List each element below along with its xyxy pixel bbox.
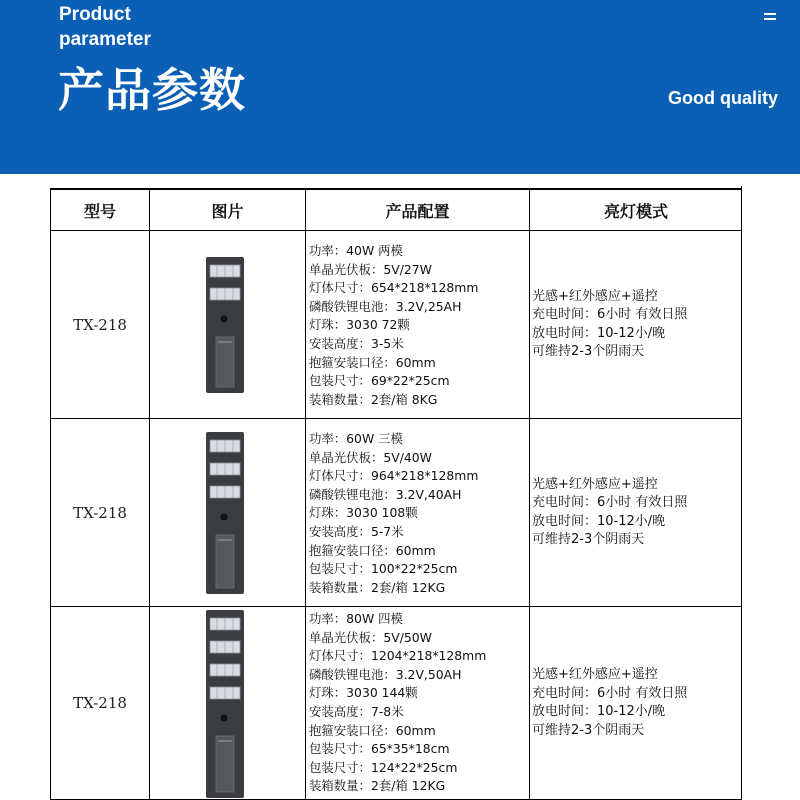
english-title-line2: parameter bbox=[59, 29, 151, 50]
spec-line: 包装尺寸：124*22*25cm bbox=[309, 759, 458, 775]
model-cell: TX-218 bbox=[51, 607, 150, 799]
mode-line: 可维持2-3个阴雨天 bbox=[532, 344, 645, 359]
spec-line: 磷酸铁锂电池：3.2V,40AH bbox=[309, 486, 462, 502]
english-title-line1: Product bbox=[59, 4, 131, 25]
menu-icon[interactable] bbox=[764, 13, 776, 22]
spec-line: 功率：60W 三模 bbox=[309, 431, 403, 446]
mode-line: 充电时间：6小时 有效日照 bbox=[532, 495, 688, 510]
mode-line: 光感+红外感应+遥控 bbox=[532, 476, 658, 492]
tagline: Good quality bbox=[668, 88, 778, 108]
table-row bbox=[51, 419, 742, 607]
spec-line: 装箱数量：2套/箱 8KG bbox=[309, 391, 438, 407]
config-cell bbox=[306, 419, 530, 606]
model-cell: TX-218 bbox=[51, 231, 150, 418]
solar-street-lamp-image bbox=[206, 610, 244, 798]
spec-line: 安装高度：5-7米 bbox=[309, 523, 404, 539]
spec-line: 灯体尺寸：964*218*128mm bbox=[309, 468, 479, 484]
model-cell: TX-218 bbox=[51, 419, 150, 606]
mode-line: 可维持2-3个阴雨天 bbox=[532, 722, 645, 738]
config-cell bbox=[306, 231, 530, 418]
spec-line: 包装尺寸：69*22*25cm bbox=[309, 373, 450, 389]
config-cell bbox=[306, 607, 530, 799]
spec-line: 装箱数量：2套/箱 12KG bbox=[309, 778, 446, 794]
picture-cell bbox=[150, 419, 306, 606]
spec-line: 单晶光伏板：5V/40W bbox=[309, 449, 432, 465]
spec-line: 功率：40W 两模 bbox=[309, 243, 403, 258]
solar-street-lamp-image bbox=[206, 257, 244, 393]
light-mode-cell bbox=[530, 607, 742, 799]
spec-line: 灯珠：3030 108颗 bbox=[309, 505, 418, 521]
spec-line: 安装高度：7-8米 bbox=[309, 703, 404, 719]
spec-line: 灯珠：3030 72颗 bbox=[309, 317, 410, 333]
spec-line: 抱箍安装口径：60mm bbox=[309, 542, 436, 558]
mode-line: 光感+红外感应+遥控 bbox=[532, 288, 658, 304]
header-model: 型号 bbox=[51, 190, 150, 230]
header-banner bbox=[0, 0, 800, 174]
spec-line: 磷酸铁锂电池：3.2V,25AH bbox=[309, 298, 462, 314]
mode-line: 可维持2-3个阴雨天 bbox=[532, 532, 645, 547]
product-table bbox=[50, 188, 742, 800]
mode-line: 放电时间：10-12小/晚 bbox=[532, 704, 666, 719]
spec-line: 灯体尺寸：1204*218*128mm bbox=[309, 648, 487, 664]
table-row bbox=[51, 607, 742, 800]
mode-line: 光感+红外感应+遥控 bbox=[532, 667, 658, 682]
spec-line: 抱箍安装口径：60mm bbox=[309, 722, 436, 738]
picture-cell bbox=[150, 231, 306, 418]
header-picture: 图片 bbox=[150, 190, 306, 230]
spec-line: 灯体尺寸：654*218*128mm bbox=[309, 280, 479, 296]
header-config: 产品配置 bbox=[306, 190, 530, 230]
english-title bbox=[59, 2, 151, 52]
mode-line: 放电时间：10-12小/晚 bbox=[532, 513, 666, 529]
light-mode-cell bbox=[530, 231, 742, 418]
spec-line: 包装尺寸：100*22*25cm bbox=[309, 561, 458, 577]
table-row bbox=[51, 231, 742, 419]
solar-street-lamp-image bbox=[206, 432, 244, 594]
mode-line: 充电时间：6小时 有效日照 bbox=[532, 685, 688, 701]
spec-line: 包装尺寸：65*35*18cm bbox=[309, 741, 450, 757]
spec-line: 单晶光伏板：5V/50W bbox=[309, 629, 432, 645]
spec-line: 单晶光伏板：5V/27W bbox=[309, 261, 432, 277]
spec-line: 抱箍安装口径：60mm bbox=[309, 354, 436, 370]
mode-line: 充电时间：6小时 有效日照 bbox=[532, 307, 688, 322]
spec-line: 功率：80W 四模 bbox=[309, 611, 403, 626]
spec-line: 磷酸铁锂电池：3.2V,50AH bbox=[309, 666, 462, 682]
spec-line: 灯珠：3030 144颗 bbox=[309, 685, 418, 701]
picture-cell bbox=[150, 607, 306, 799]
header-light-mode: 亮灯模式 bbox=[603, 201, 668, 221]
table-header-row bbox=[51, 190, 742, 231]
spec-line: 装箱数量：2套/箱 12KG bbox=[309, 579, 446, 595]
light-mode-cell bbox=[530, 419, 742, 606]
mode-line: 放电时间：10-12小/晚 bbox=[532, 325, 666, 341]
spec-line: 安装高度：3-5米 bbox=[309, 335, 404, 351]
page-title: 产品参数 bbox=[58, 63, 246, 117]
